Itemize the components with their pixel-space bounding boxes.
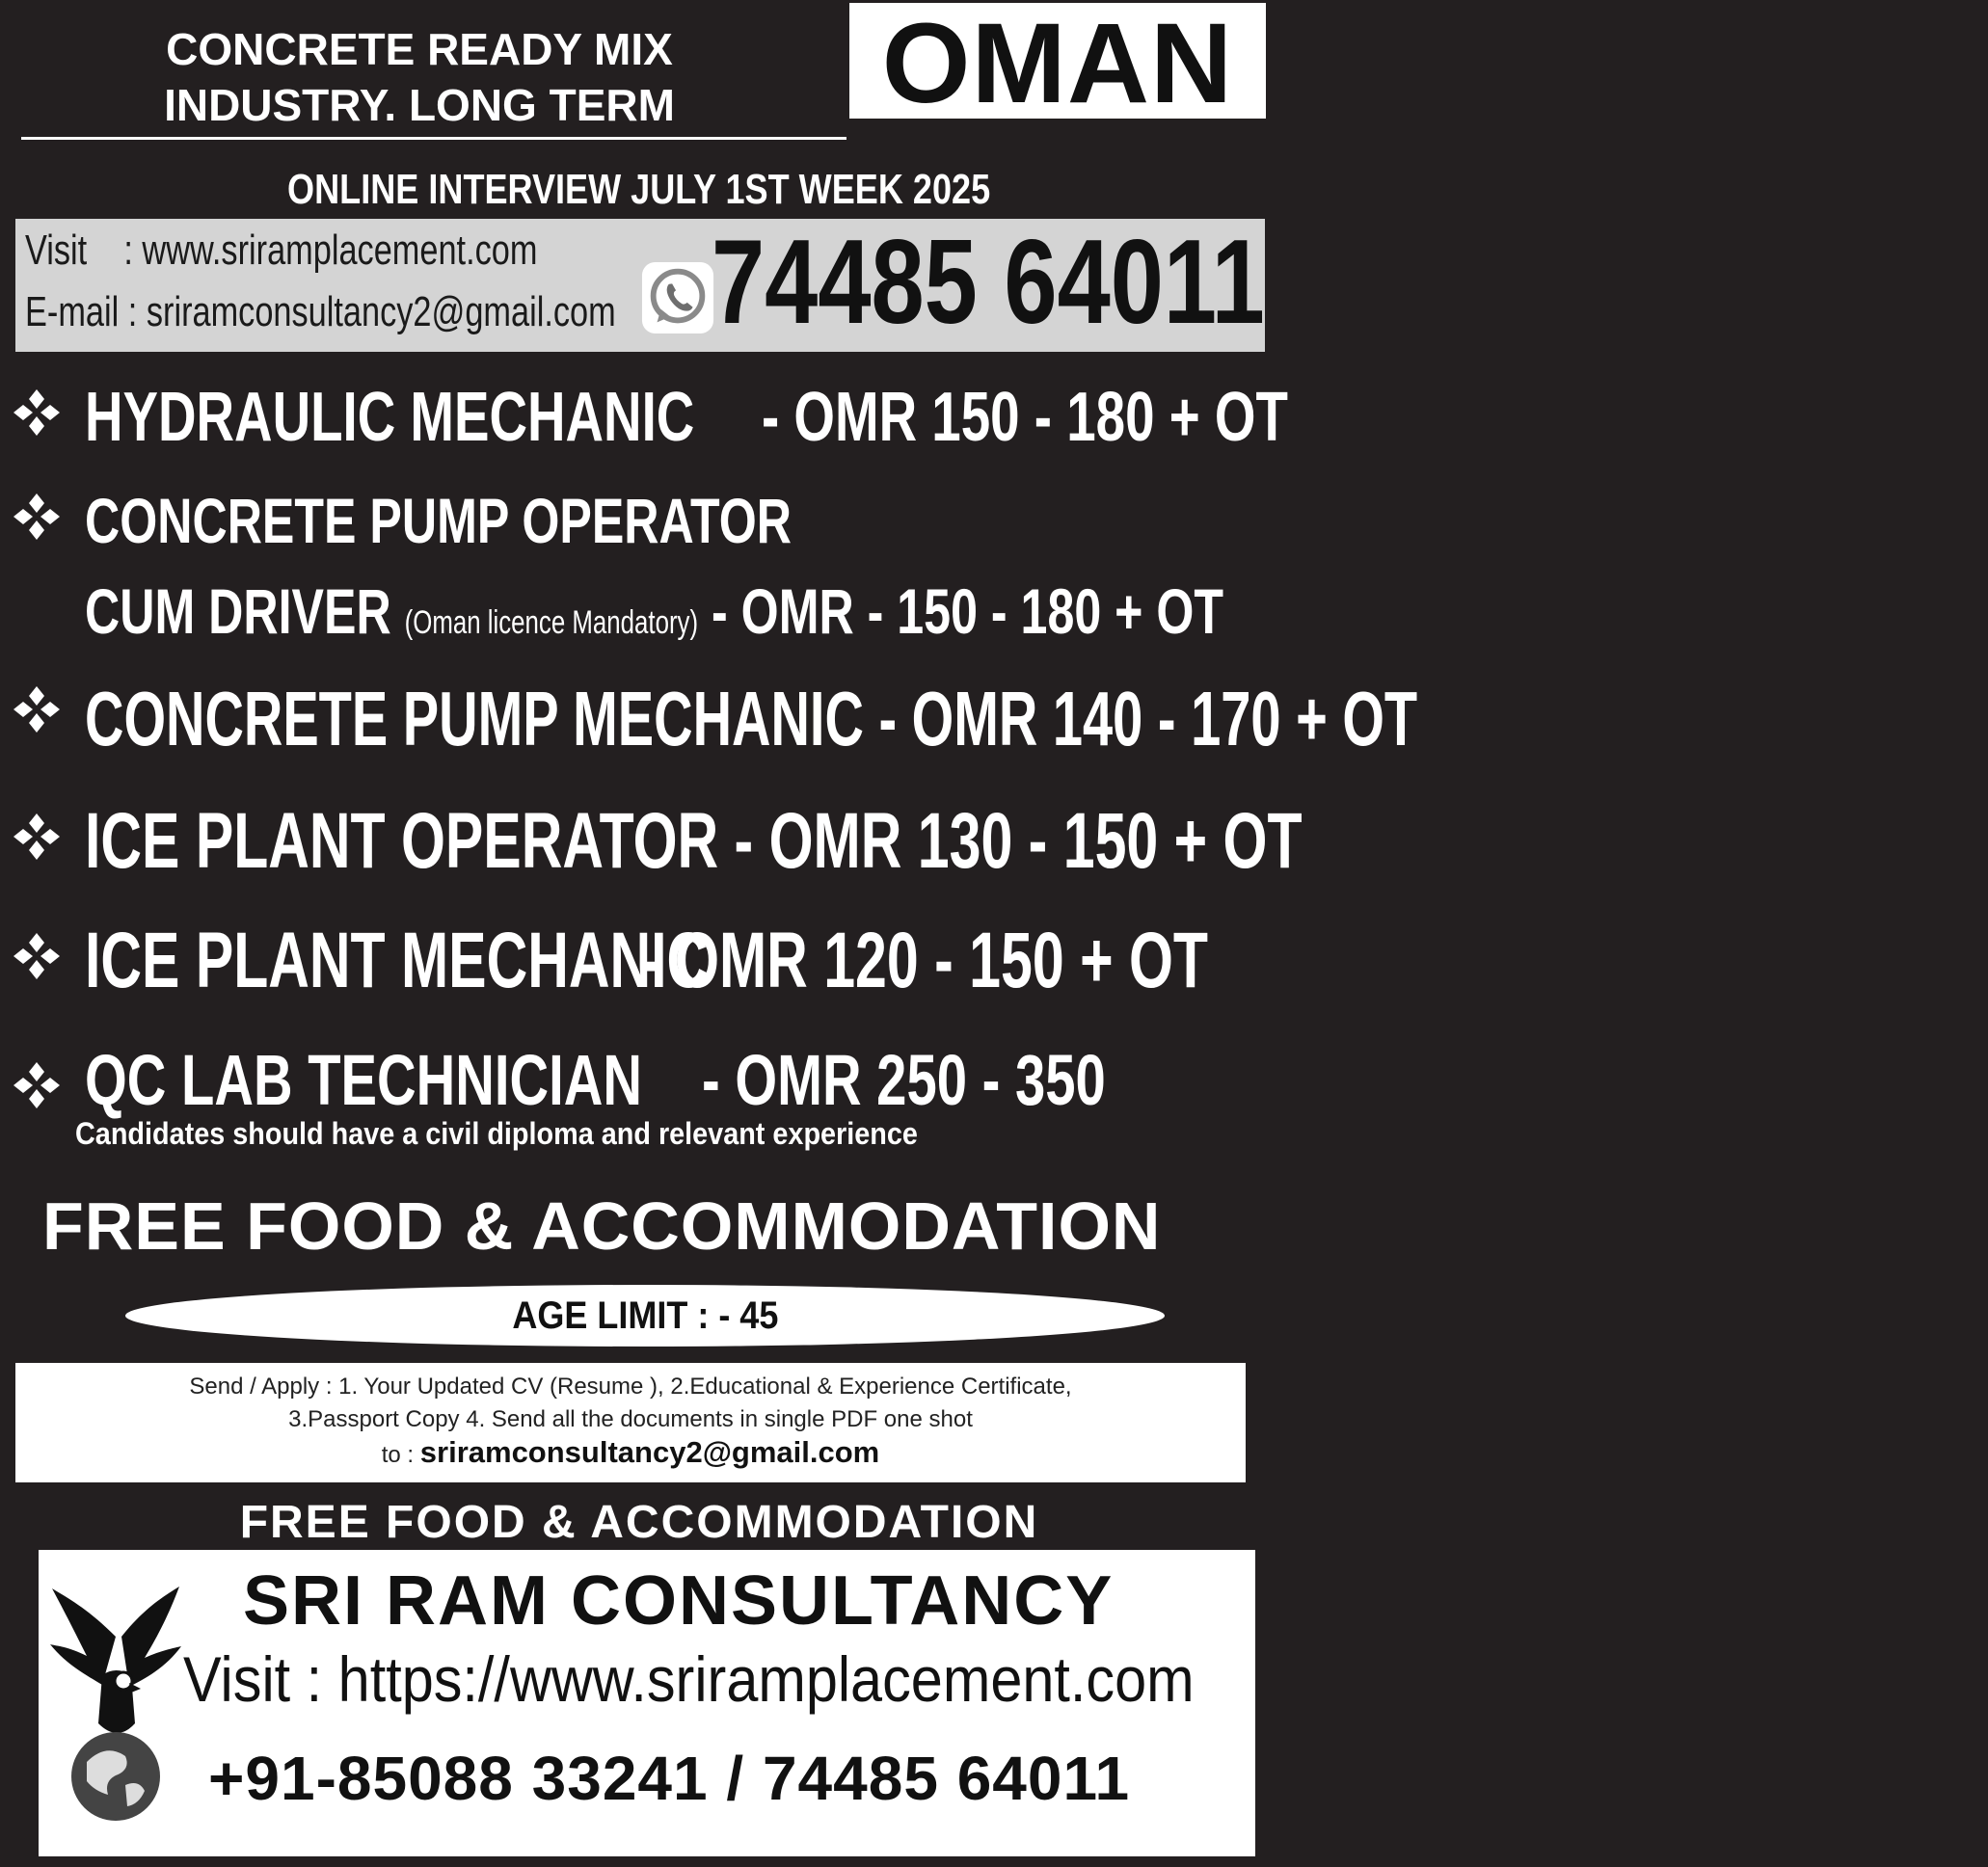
header-title: [67, 21, 771, 133]
diamond-bullet-icon: [12, 387, 62, 438]
job-salary: - OMR - 150 - 180 + OT: [712, 575, 1224, 647]
eagle-globe-logo-icon: [48, 1579, 183, 1849]
job-item: [0, 916, 1278, 1002]
job-title: ICE PLANT MECHANIC: [85, 917, 709, 1004]
job-title: CONCRETE PUMP MECHANIC: [85, 676, 864, 761]
diamond-bullet-icon: [12, 684, 62, 734]
company-footer: [39, 1550, 1255, 1856]
apply-line-1: Send / Apply : 1. Your Updated CV (Resume ), 2.Educational & Experience Certificate,: [189, 1374, 1072, 1400]
job-title-continued: CUM DRIVER: [85, 575, 391, 647]
job-item: [0, 796, 1303, 885]
diamond-bullet-icon: [12, 492, 62, 542]
job-salary: - OMR 250 - 350: [702, 1040, 1106, 1120]
email-address[interactable]: sriramconsultancy2@gmail.com: [146, 288, 616, 335]
apply-line-2: 3.Passport Copy 4. Send all the documents in single PDF one shot: [288, 1406, 973, 1432]
job-title: HYDRAULIC MECHANIC: [85, 379, 695, 456]
interview-banner: [0, 164, 1278, 216]
header-line-2: INDUSTRY. LONG TERM: [164, 80, 675, 130]
visit-url[interactable]: www.sriramplacement.com: [142, 227, 538, 274]
email-label: E-mail :: [25, 288, 147, 335]
requirement-note: Candidates should have a civil diploma and relevant experience: [75, 1116, 918, 1151]
job-title: ICE PLANT OPERATOR: [85, 797, 719, 885]
interview-text: ONLINE INTERVIEW JULY 1ST WEEK 2025: [287, 166, 991, 213]
header-line-1: CONCRETE READY MIX: [166, 24, 673, 74]
benefits-banner-repeat: FREE FOOD & ACCOMMODATION: [239, 1497, 1039, 1548]
job-item: [0, 378, 1288, 456]
job-salary: - OMR 120 - 150 + OT: [640, 917, 1208, 1004]
company-website[interactable]: Visit : https://www.sriramplacement.com: [183, 1643, 1195, 1715]
benefits-banner: FREE FOOD & ACCOMMODATION: [42, 1188, 1162, 1264]
age-limit-text: AGE LIMIT : - 45: [511, 1294, 779, 1337]
visit-label: Visit :: [25, 227, 143, 274]
job-item: [0, 1039, 1278, 1120]
job-title: CONCRETE PUMP OPERATOR: [85, 485, 792, 556]
visit-line: [25, 227, 682, 275]
job-title: QC LAB TECHNICIAN: [85, 1040, 643, 1120]
whatsapp-icon[interactable]: [640, 260, 715, 335]
job-salary: - OMR 130 - 150 + OT: [734, 797, 1303, 885]
header-divider: [21, 137, 846, 140]
age-limit-badge: [125, 1285, 1165, 1347]
apply-to-label: to :: [381, 1442, 420, 1468]
company-phones[interactable]: +91-85088 33241 / 74485 64011: [208, 1744, 1131, 1813]
country-label: OMAN: [881, 0, 1234, 127]
apply-instructions: [15, 1363, 1246, 1482]
company-name: SRI RAM CONSULTANCY: [243, 1562, 1115, 1640]
apply-email[interactable]: sriramconsultancy2@gmail.com: [419, 1435, 880, 1469]
job-item: [0, 675, 1418, 761]
contact-phone[interactable]: 74485 64011: [712, 216, 1265, 349]
job-item: [0, 482, 1278, 655]
diamond-bullet-icon: [12, 931, 62, 981]
diamond-bullet-icon: [12, 1060, 62, 1110]
contact-band: [15, 216, 1265, 352]
country-badge: [846, 0, 1269, 127]
job-salary: - OMR 150 - 180 + OT: [762, 379, 1288, 456]
diamond-bullet-icon: [12, 812, 62, 862]
job-salary: - OMR 140 - 170 + OT: [878, 676, 1418, 761]
apply-line-3: [15, 1436, 1246, 1472]
job-note: (Oman licence Mandatory): [404, 604, 699, 641]
